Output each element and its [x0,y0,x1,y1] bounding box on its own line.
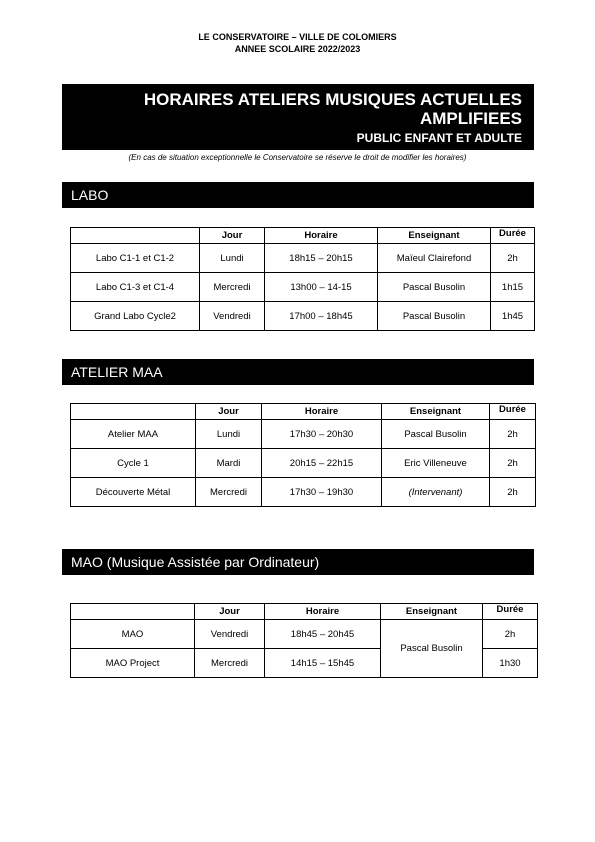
header-duree: Durée [490,404,536,420]
section-title-mao: MAO (Musique Assistée par Ordinateur) [62,549,534,575]
table-row [71,302,535,331]
table-header-row [71,604,538,620]
cell-horaire: 14h15 – 15h45 [265,649,381,678]
header-jour: Jour [195,604,265,620]
cell-duree: 2h [490,449,536,478]
cell-enseignant: Pascal Busolin [378,273,491,302]
cell-enseignant: Pascal Busolin [382,420,490,449]
cell-enseignant: Pascal Busolin [381,620,483,678]
section-title-atelier-maa: ATELIER MAA [62,359,534,385]
cell-horaire: 17h30 – 20h30 [262,420,382,449]
cell-duree: 2h [490,478,536,507]
header-empty [71,404,196,420]
cell-jour: Mercredi [195,649,265,678]
cell-enseignant: Maïeul Clairefond [378,244,491,273]
cell-jour: Mercredi [196,478,262,507]
cell-jour: Lundi [196,420,262,449]
cell-jour: Mercredi [200,273,265,302]
cell-duree: 2h [490,420,536,449]
cell-horaire: 13h00 – 14-15 [265,273,378,302]
header-enseignant: Enseignant [378,228,491,244]
cell-duree: 2h [491,244,535,273]
cell-name: MAO [71,620,195,649]
cell-duree: 1h15 [491,273,535,302]
page-subtitle: PUBLIC ENFANT ET ADULTE [356,131,522,145]
table-mao [70,603,538,678]
table-row [71,620,538,649]
cell-name: Découverte Métal [71,478,196,507]
header-jour: Jour [196,404,262,420]
table-header-row [71,404,536,420]
header-empty [71,228,200,244]
cell-enseignant: Eric Villeneuve [382,449,490,478]
header-line-1: LE CONSERVATOIRE – VILLE DE COLOMIERS [198,32,397,42]
section-title-labo: LABO [62,182,534,208]
cell-duree: 2h [483,620,538,649]
table-atelier-maa [70,403,536,507]
cell-duree: 1h30 [483,649,538,678]
table-row [71,420,536,449]
cell-enseignant: Pascal Busolin [378,302,491,331]
header-horaire: Horaire [262,404,382,420]
header-duree: Durée [483,604,538,620]
table-row [71,478,536,507]
cell-horaire: 18h45 – 20h45 [265,620,381,649]
cell-name: MAO Project [71,649,195,678]
cell-horaire: 17h00 – 18h45 [265,302,378,331]
table-row [71,273,535,302]
header-horaire: Horaire [265,604,381,620]
header-duree: Durée [491,228,535,244]
header-jour: Jour [200,228,265,244]
page-title: HORAIRES ATELIERS MUSIQUES ACTUELLES AMPLIFIEES [143,90,522,128]
cell-name: Labo C1-1 et C1-2 [71,244,200,273]
table-labo [70,227,535,331]
header-line-2: ANNEE SCOLAIRE 2022/2023 [234,44,361,54]
cell-name: Cycle 1 [71,449,196,478]
cell-enseignant: (Intervenant) [382,478,490,507]
cell-name: Atelier MAA [71,420,196,449]
cell-horaire: 17h30 – 19h30 [262,478,382,507]
header-horaire: Horaire [265,228,378,244]
table-row [71,449,536,478]
cell-jour: Lundi [200,244,265,273]
cell-horaire: 18h15 – 20h15 [265,244,378,273]
schedule-note: (En cas de situation exceptionnelle le Conservatoire se réserve le droit de modifier les horaires) [128,153,467,162]
table-header-row [71,228,535,244]
cell-name: Labo C1-3 et C1-4 [71,273,200,302]
cell-jour: Mardi [196,449,262,478]
header-enseignant: Enseignant [381,604,483,620]
title-box [62,84,534,150]
cell-horaire: 20h15 – 22h15 [262,449,382,478]
cell-jour: Vendredi [200,302,265,331]
cell-name: Grand Labo Cycle2 [71,302,200,331]
table-row [71,244,535,273]
cell-jour: Vendredi [195,620,265,649]
header-enseignant: Enseignant [382,404,490,420]
cell-duree: 1h45 [491,302,535,331]
header-empty [71,604,195,620]
